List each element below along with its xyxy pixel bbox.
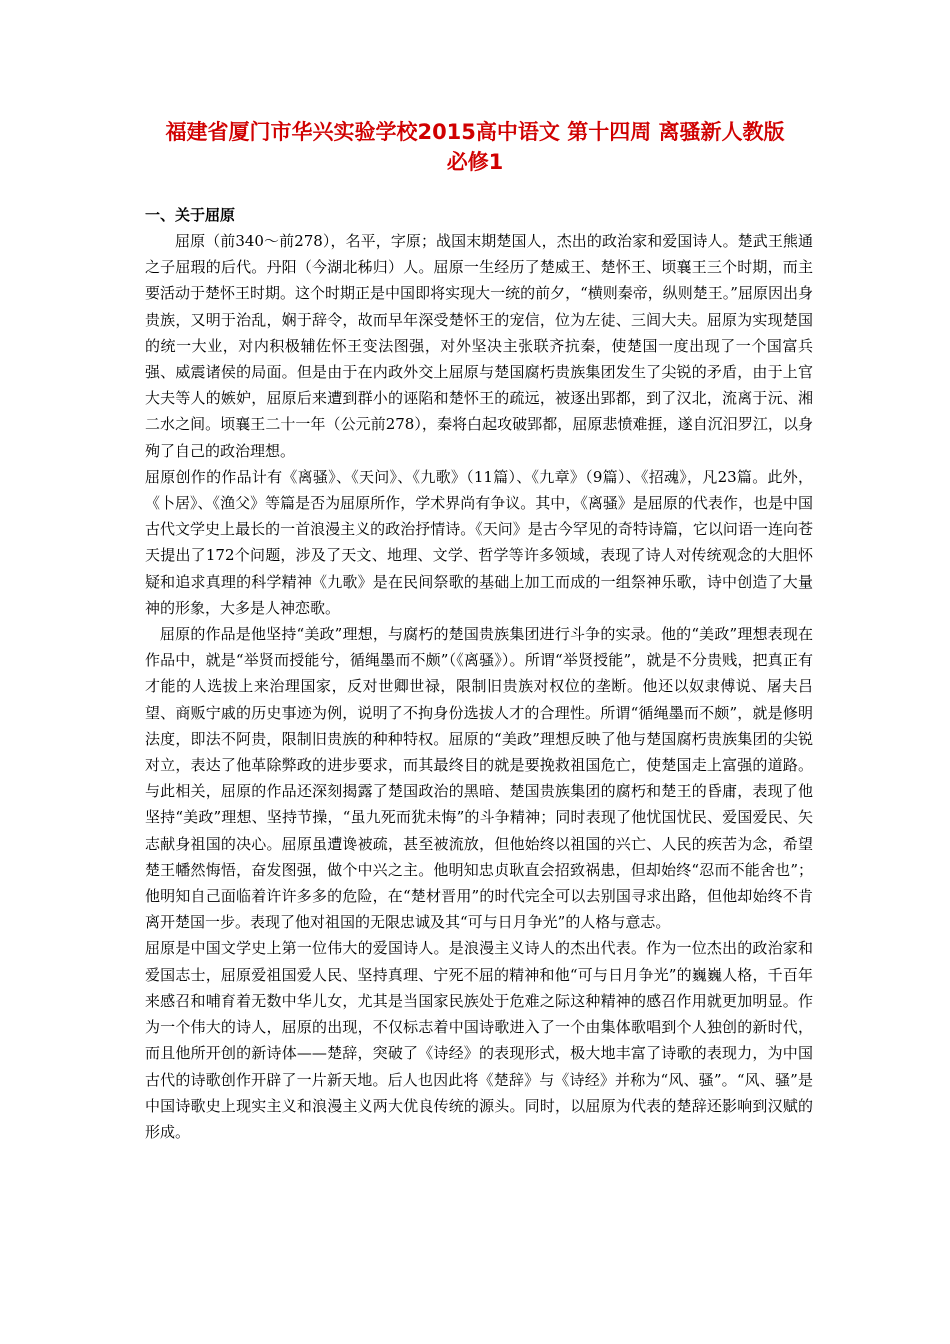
paragraph-meizheng: 屈原的作品是他坚持“美政”理想，与腐朽的楚国贵族集团进行斗争的实录。他的“美政”理想表现在作品中，就是“举贤而授能兮，循绳墨而不颇”（《离骚》）。所谓“举贤授能”，就是不分贵贱，把真正有才能的人选拔上来治理国家，反对世卿世禄，限制旧贵族对权位的垄断。他还以奴隶傅说、屠夫吕望、商贩宁戚的历史事迹为例，说明了不拘身份选拔人才的合理性。所谓“循绳墨而不颇”，就是修明法度，即法不阿贵，限制旧贵族的种种特权。屈原的“美政”理想反映了他与楚国腐朽贵族集团的尖锐对立，表达了他革除弊政的进步要求，而其最终目的就是要挽救祖国危亡，使楚国走上富强的道路。与此相关，屈原的作品还深刻揭露了楚国政治的黑暗、楚国贵族集团的腐朽和楚王的昏庸，表现了他坚持“美政”理想、坚持节操，“虽九死而犹未悔”的斗争精神；同时表现了他忧国忧民、爱国爱民、矢志献身祖国的决心。屈原虽遭谗被疏，甚至被流放，但他始终以祖国的兴亡、人民的疾苦为念，希望楚王幡然悔悟，奋发图强，做个中兴之主。他明知忠贞耿直会招致祸患，但却始终“忍而不能舍也”；他明知自己面临着许许多多的危险，在“楚材晋用”的时代完全可以去别国寻求出路，但他却始终不肯离开楚国一步。表现了他对祖国的无限忠诚及其“可与日月争光”的人格与意志。 <box>145 625 813 932</box>
section-heading: 一、关于屈原 <box>145 206 236 224</box>
document-body <box>145 202 813 1145</box>
paragraph-works: 屈原创作的作品计有《离骚》、《天问》、《九歌》（11篇）、《九章》（9篇）、《招魂》，凡23篇。此外，《卜居》、《渔父》等篇是否为屈原所作，学术界尚有争议。其中，《离骚》是屈原的代表作，也是中国古代文学史上最长的一首浪漫主义的政治抒情诗。《天问》是古今罕见的奇特诗篇，它以问语一连向苍天提出了172个问题，涉及了天文、地理、文学、哲学等许多领域，表现了诗人对传统观念的大胆怀疑和追求真理的科学精神《九歌》是在民间祭歌的基础上加工而成的一组祭神乐歌，诗中创造了大量神的形象，大多是人神恋歌。 <box>145 467 813 617</box>
paragraph-legacy: 屈原是中国文学史上第一位伟大的爱国诗人。是浪漫主义诗人的杰出代表。作为一位杰出的政治家和爱国志士，屈原爱祖国爱人民、坚持真理、宁死不屈的精神和他“可与日月争光”的巍巍人格，千百年来感召和哺育着无数中华儿女，尤其是当国家民族处于危难之际这种精神的感召作用就更加明显。作为一个伟大的诗人，屈原的出现，不仅标志着中国诗歌进入了一个由集体歌唱到个人独创的新时代，而且他所开创的新诗体——楚辞，突破了《诗经》的表现形式，极大地丰富了诗歌的表现力，为中国古代的诗歌创作开辟了一片新天地。后人也因此将《楚辞》与《诗经》并称为“风、骚”。“风、骚”是中国诗歌史上现实主义和浪漫主义两大优良传统的源头。同时，以屈原为代表的楚辞还影响到汉赋的形成。 <box>145 939 813 1141</box>
document-title <box>110 117 840 177</box>
title-line-1: 福建省厦门市华兴实验学校2015高中语文 第十四周 离骚新人教版 <box>165 120 785 144</box>
paragraph-biography: 屈原（前340～前278），名平，字原；战国末期楚国人，杰出的政治家和爱国诗人。楚武王熊通之子屈瑕的后代。丹阳（今湖北秭归）人。屈原一生经历了楚威王、楚怀王、顷襄王三个时期，而主要活动于楚怀王时期。这个时期正是中国即将实现大一统的前夕，“横则秦帝，纵则楚王。”屈原因出身贵族，又明于治乱，娴于辞令，故而早年深受楚怀王的宠信，位为左徒、三闾大夫。屈原为实现楚国的统一大业，对内积极辅佐怀王变法图强，对外坚决主张联齐抗秦，使楚国一度出现了一个国富兵强、威震诸侯的局面。但是由于在内政外交上屈原与楚国腐朽贵族集团发生了尖锐的矛盾，由于上官大夫等人的嫉妒，屈原后来遭到群小的诬陷和楚怀王的疏远，被逐出郢都，到了汉北，流离于沅、湘二水之间。顷襄王二十一年（公元前278），秦将白起攻破郢都，屈原悲愤难捱，遂自沉汨罗江，以身殉了自己的政治理想。 <box>145 232 813 460</box>
title-line-2: 必修1 <box>446 150 504 174</box>
